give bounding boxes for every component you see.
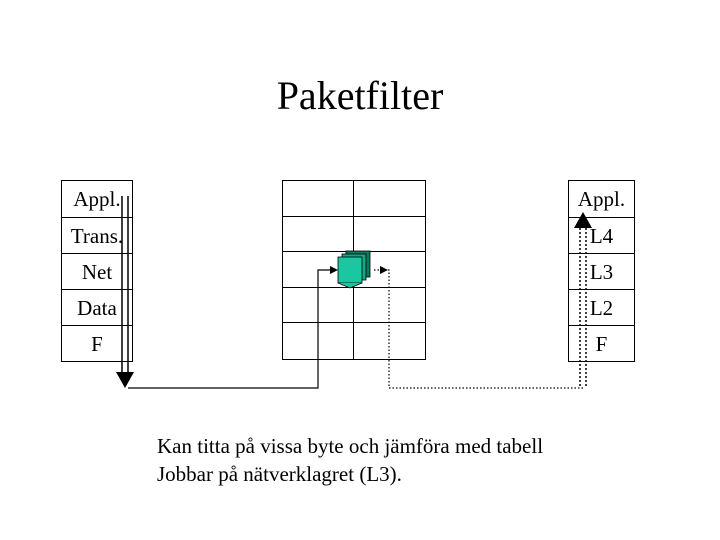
receiver-up-arrow: [574, 212, 592, 388]
outbound-arrowhead: [380, 266, 388, 274]
outbound-link: [374, 270, 583, 388]
sender-layer-application: Appl.: [73, 187, 121, 211]
caption-line-1: Kan titta på vissa byte och jämföra med tabell: [157, 434, 544, 458]
receiver-layer-l3: L3: [569, 253, 634, 289]
inbound-link: [128, 270, 330, 388]
sender-layer-physical: F: [62, 325, 132, 361]
sender-down-arrow: [116, 196, 134, 388]
receiver-layer-l4: L4: [569, 217, 634, 253]
packet-stack-icon: [338, 251, 370, 288]
caption: [157, 432, 543, 488]
receiver-layer-physical: F: [569, 325, 634, 361]
sender-layer-datalink: Data: [62, 289, 132, 325]
receiver-layer-application: Appl.: [577, 187, 626, 211]
receiver-layer-l2: L2: [569, 289, 634, 325]
slide-title: Paketfilter: [276, 73, 444, 118]
sender-layer-transport: Trans.: [62, 217, 132, 253]
sender-layer-network: Net: [62, 253, 132, 289]
caption-line-2: Jobbar på nätverklagret (L3).: [157, 462, 402, 486]
inbound-arrowhead: [330, 266, 338, 274]
